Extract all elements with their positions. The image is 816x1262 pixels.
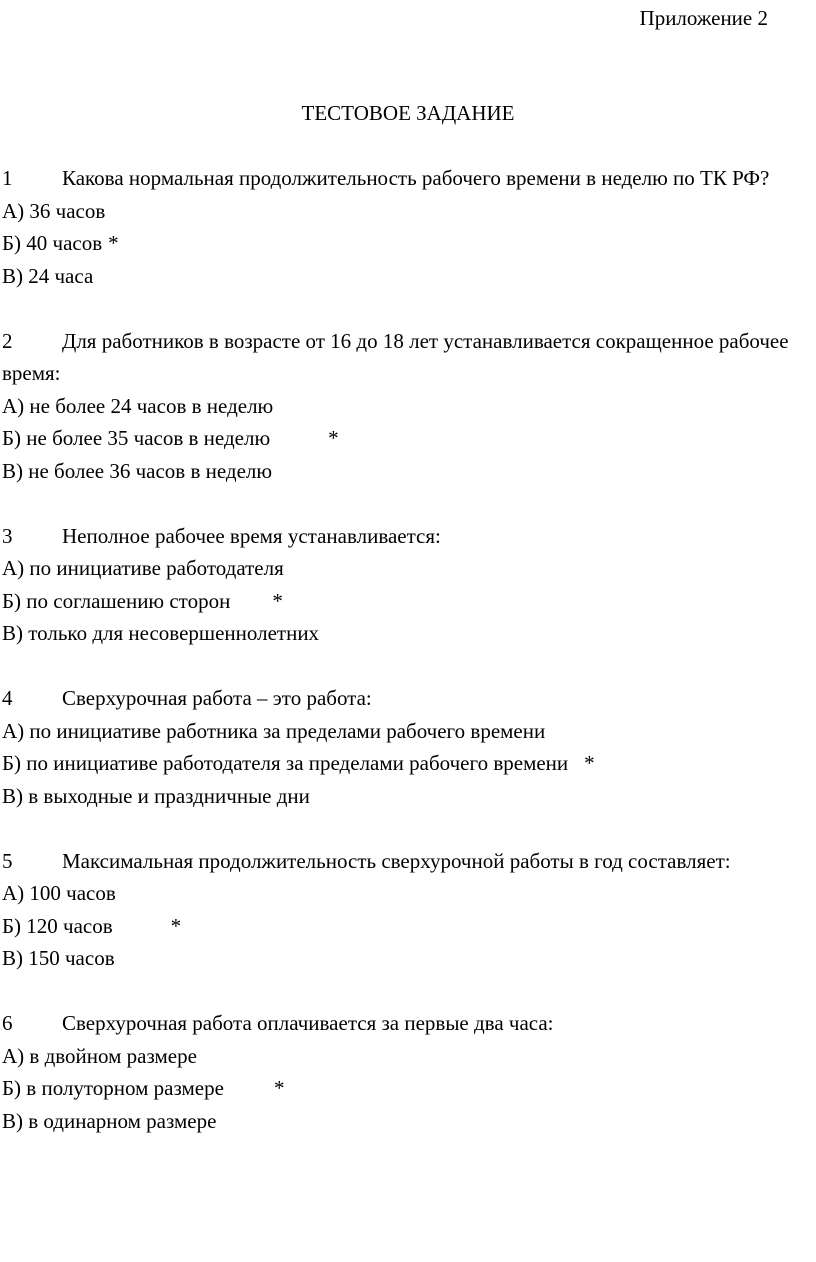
answer-option-text: Б) по инициативе работодателя за пределами рабочего времени (2, 751, 569, 775)
answer-option (2, 780, 812, 813)
question-number: 5 (2, 848, 13, 873)
correct-answer-mark: * (328, 426, 339, 450)
question-prompt: Для работников в возрасте от 16 до 18 лет устанавливается сокращенное рабочее время: (2, 328, 789, 385)
answer-option-text: А) не более 24 часов в неделю (2, 393, 274, 418)
answer-option-text: В) 24 часа (2, 263, 94, 288)
correct-answer-mark: * (584, 751, 595, 775)
question-6 (2, 1007, 812, 1137)
answer-option (2, 390, 812, 423)
answer-option-text: В) в выходные и праздничные дни (2, 783, 310, 808)
answer-option (2, 1105, 812, 1138)
page-title: ТЕСТОВОЕ ЗАДАНИЕ (301, 101, 515, 125)
answer-option-correct (2, 422, 812, 455)
answer-option (2, 455, 812, 488)
answer-option (2, 942, 812, 975)
question-2 (2, 325, 812, 488)
answer-option (2, 195, 812, 228)
answer-option-text: Б) по соглашению сторон (2, 588, 231, 613)
answer-option-text: А) 100 часов (2, 881, 116, 905)
question-prompt: Неполное рабочее время устанавливается: (62, 523, 441, 548)
question-number: 6 (2, 1011, 13, 1035)
correct-answer-mark: * (108, 231, 119, 255)
question-number: 1 (2, 166, 13, 190)
question-number: 2 (2, 328, 13, 353)
answer-option (2, 617, 812, 650)
answer-option-correct (2, 747, 812, 780)
question-5 (2, 845, 812, 975)
question-text (2, 1007, 812, 1040)
answer-option (2, 1040, 812, 1073)
question-3 (2, 520, 812, 650)
question-text (2, 325, 812, 390)
answer-option-text: Б) 40 часов (2, 231, 103, 255)
answer-option-text: А) 36 часов (2, 198, 106, 223)
answer-option-text: А) в двойном размере (2, 1043, 197, 1068)
question-number: 4 (2, 686, 13, 710)
question-prompt: Сверхурочная работа оплачивается за первые два часа: (62, 1011, 554, 1035)
answer-option (2, 260, 812, 293)
question-text (2, 162, 812, 195)
answer-option-correct (2, 910, 812, 943)
question-prompt: Сверхурочная работа – это работа: (62, 686, 372, 710)
correct-answer-mark: * (273, 1076, 285, 1100)
question-number: 3 (2, 523, 13, 548)
question-1 (2, 162, 812, 292)
answer-option-text: В) не более 36 часов в неделю (2, 458, 273, 483)
question-text (2, 845, 812, 878)
answer-option-text: Б) в полуторном размере (2, 1076, 224, 1100)
answer-option-correct (2, 1072, 812, 1105)
answer-option-text: А) по инициативе работника за пределами рабочего времени (2, 718, 546, 743)
answer-option (2, 552, 812, 585)
answer-option-text: Б) не более 35 часов в неделю (2, 426, 271, 450)
question-text (2, 682, 812, 715)
correct-answer-mark: * (272, 588, 283, 613)
appendix-label: Приложение 2 (639, 6, 768, 30)
answer-option-correct (2, 585, 812, 618)
correct-answer-mark: * (170, 913, 182, 938)
answer-option (2, 715, 812, 748)
answer-option-text: В) 150 часов (2, 946, 115, 970)
answer-option (2, 877, 812, 910)
answer-option-text: В) только для несовершеннолетних (2, 621, 320, 645)
answer-option-text: Б) 120 часов (2, 913, 113, 938)
answer-option-text: А) по инициативе работодателя (2, 556, 284, 580)
question-prompt: Максимальная продолжительность сверхурочной работы в год составляет: (62, 848, 731, 873)
question-text (2, 520, 812, 553)
answer-option-text: В) в одинарном размере (2, 1108, 217, 1133)
question-prompt: Какова нормальная продолжительность рабочего времени в неделю по ТК РФ? (62, 166, 770, 190)
question-list (2, 162, 812, 1170)
question-4 (2, 682, 812, 812)
answer-option-correct (2, 227, 812, 260)
